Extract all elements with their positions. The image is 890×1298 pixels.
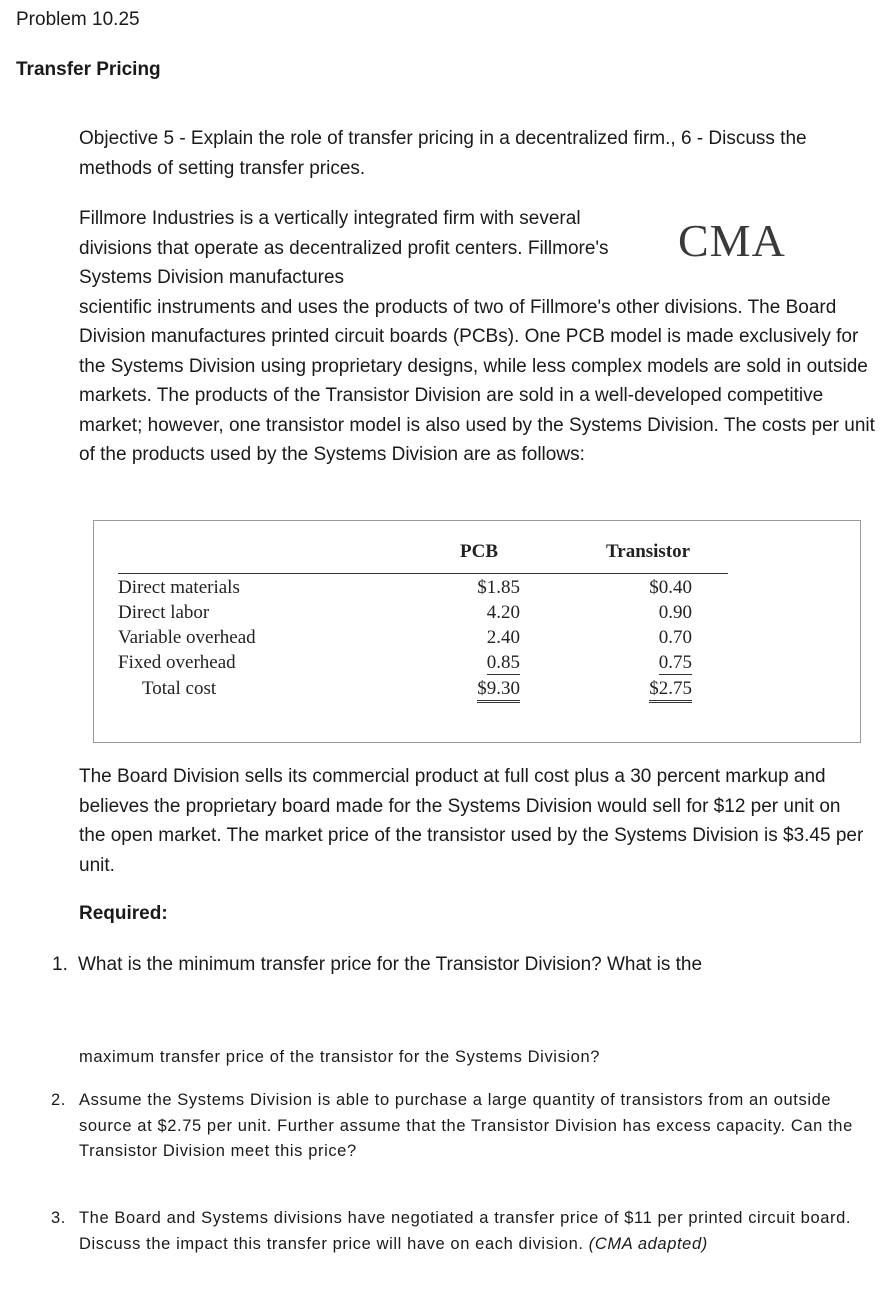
question-number: 1. xyxy=(52,954,68,975)
required-heading: Required: xyxy=(79,903,168,924)
table-row xyxy=(118,602,728,627)
row-label: Fixed overhead xyxy=(118,652,236,673)
row-label: Total cost xyxy=(142,678,217,699)
pcb-value: 4.20 xyxy=(486,602,520,623)
question-3-body: The Board and Systems divisions have negotiated a transfer price of $11 per printed circuit board. Discuss the impact this transfer price will have on each division. xyxy=(79,1209,852,1253)
question-text: What is the minimum transfer price for the Transistor Division? What is the xyxy=(78,954,703,975)
pcb-value: $1.85 xyxy=(477,577,520,598)
objective-text: Objective 5 - Explain the role of transfer pricing in a decentralized firm., 6 - Discuss the methods of setting transfer prices. xyxy=(79,128,807,179)
intro-rest: scientific instruments and uses the products of two of Fillmore's other divisions. The Board Division manufactures printed circuit boards (PCBs). One PCB model is made exclusively for the Systems Division using proprietary designs, while less complex models are sold in outside markets. The products of the Transistor Division are sold in a well-developed competitive market; however, one transistor model is also used by the Systems Division. The costs per unit of the products used by the Systems Division are as follows: xyxy=(79,296,875,465)
question-number: 2. xyxy=(51,1091,66,1109)
table-row-total xyxy=(118,678,728,703)
column-header-transistor: Transistor xyxy=(606,541,691,562)
table-row xyxy=(118,652,728,677)
transistor-value: 0.90 xyxy=(658,602,692,623)
row-label: Direct labor xyxy=(118,602,210,623)
section-title: Transfer Pricing xyxy=(16,59,161,80)
question-3-text xyxy=(79,1206,879,1257)
header-rule xyxy=(118,573,728,574)
pcb-value: 2.40 xyxy=(486,627,520,648)
question-2-text: Assume the Systems Division is able to purchase a large quantity of transistors from an outside source at $2.75 per unit. Further assume that the Transistor Division has excess capacity. Can the Transistor Division meet this price? xyxy=(79,1091,853,1160)
row-label: Variable overhead xyxy=(118,627,256,648)
problem-number: Problem 10.25 xyxy=(16,9,140,30)
intro-first-lines: Fillmore Industries is a vertically integrated firm with several divisions that operate as decentralized profit centers. Fillmore's Systems Division manufactures xyxy=(79,208,609,288)
cma-logo: CMA xyxy=(678,215,786,266)
transistor-value: $0.40 xyxy=(649,577,692,598)
transistor-value: 0.75 xyxy=(658,652,692,673)
pcb-total: $9.30 xyxy=(477,678,520,703)
question-1-continuation: maximum transfer price of the transistor for the Systems Division? xyxy=(79,1048,601,1066)
question-3-source: (CMA adapted) xyxy=(588,1234,708,1253)
column-header-pcb: PCB xyxy=(460,541,498,562)
table-row xyxy=(118,577,728,602)
cost-table xyxy=(93,520,861,743)
market-paragraph: The Board Division sells its commercial product at full cost plus a 30 percent markup and believes the proprietary board made for the Systems Division would sell for $12 per unit on the open market. The market price of the transistor used by the Systems Division is $3.45 per unit. xyxy=(79,766,864,876)
table-row xyxy=(118,627,728,652)
transistor-value: 0.70 xyxy=(658,627,692,648)
row-label: Direct materials xyxy=(118,577,240,598)
question-number: 3. xyxy=(51,1209,66,1227)
transistor-total: $2.75 xyxy=(649,678,692,703)
pcb-value: 0.85 xyxy=(486,652,520,673)
